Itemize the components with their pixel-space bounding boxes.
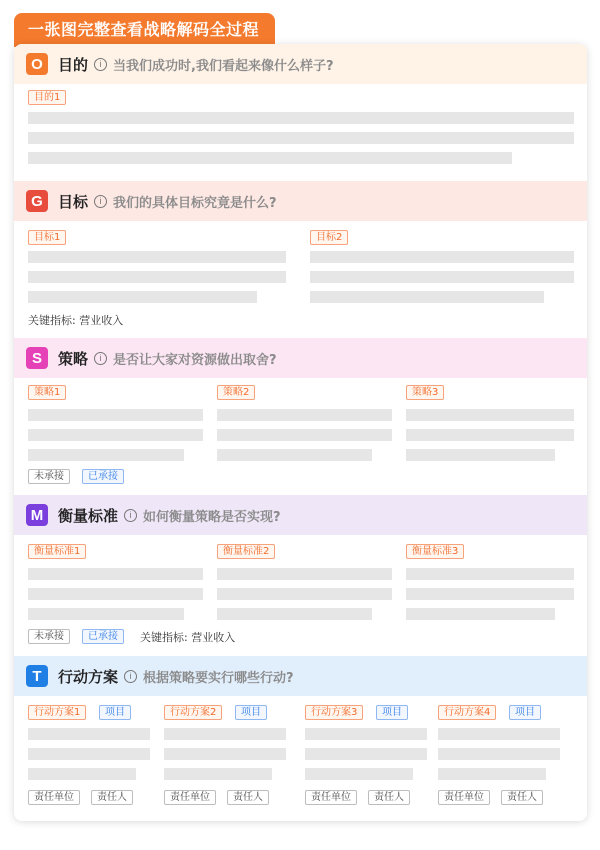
section-m-title: 衡量标准 (58, 506, 119, 525)
tag-metric-3[interactable]: 衡量标准3 (406, 544, 464, 559)
tag-action-1[interactable]: 行动方案1 (28, 705, 86, 720)
placeholder-line (310, 251, 574, 263)
section-m-header (14, 495, 587, 535)
tag-project[interactable]: 项目 (509, 705, 541, 720)
section-g-question: 我们的具体目标究竟是什么? (113, 195, 277, 211)
placeholder-line (217, 449, 372, 461)
placeholder-line (28, 132, 574, 144)
section-s-header (14, 338, 587, 378)
placeholder-line (217, 409, 392, 421)
placeholder-line (406, 568, 574, 580)
status-unassigned[interactable]: 未承接 (28, 469, 70, 484)
tag-owner-person[interactable]: 责任人 (368, 790, 410, 805)
info-icon[interactable]: i (124, 509, 137, 522)
placeholder-line (217, 568, 392, 580)
placeholder-line (164, 728, 286, 740)
section-t-question: 根据策略要实行哪些行动? (143, 670, 294, 686)
section-t-header (14, 656, 587, 696)
placeholder-line (406, 429, 574, 441)
tag-action-4[interactable]: 行动方案4 (438, 705, 496, 720)
tag-action-3[interactable]: 行动方案3 (305, 705, 363, 720)
section-g-header (14, 181, 587, 221)
placeholder-line (438, 768, 546, 780)
placeholder-line (28, 112, 574, 124)
section-m-question: 如何衡量策略是否实现? (143, 509, 281, 525)
status-assigned[interactable]: 已承接 (82, 469, 124, 484)
placeholder-line (310, 271, 574, 283)
placeholder-line (406, 449, 555, 461)
section-g-title: 目标 (58, 192, 89, 211)
letter-t-badge: T (26, 665, 48, 687)
section-t-title: 行动方案 (58, 667, 119, 686)
status-unassigned[interactable]: 未承接 (28, 629, 70, 644)
tag-owner-unit[interactable]: 责任单位 (438, 790, 490, 805)
tag-strategy-3[interactable]: 策略3 (406, 385, 444, 400)
page-title-tab (14, 13, 275, 47)
tag-goal-2[interactable]: 目标2 (310, 230, 348, 245)
placeholder-line (28, 152, 512, 164)
placeholder-line (28, 748, 150, 760)
placeholder-line (164, 748, 286, 760)
info-icon[interactable]: i (94, 58, 107, 71)
section-s-question: 是否让大家对资源做出取舍? (113, 352, 277, 368)
letter-o-badge: O (26, 53, 48, 75)
info-icon[interactable]: i (94, 352, 107, 365)
section-s-title: 策略 (58, 349, 89, 368)
tag-project[interactable]: 项目 (235, 705, 267, 720)
placeholder-line (217, 608, 372, 620)
placeholder-line (305, 768, 413, 780)
placeholder-line (217, 429, 392, 441)
placeholder-line (28, 728, 150, 740)
tag-metric-2[interactable]: 衡量标准2 (217, 544, 275, 559)
placeholder-line (28, 429, 203, 441)
tag-owner-person[interactable]: 责任人 (227, 790, 269, 805)
placeholder-line (28, 568, 203, 580)
info-icon[interactable]: i (124, 670, 137, 683)
info-icon[interactable]: i (94, 195, 107, 208)
kpi-text: 关键指标: 营业收入 (140, 631, 236, 644)
placeholder-line (310, 291, 544, 303)
tag-project[interactable]: 项目 (99, 705, 131, 720)
letter-s-badge: S (26, 347, 48, 369)
placeholder-line (406, 409, 574, 421)
letter-g-badge: G (26, 190, 48, 212)
section-o-question: 当我们成功时,我们看起来像什么样子? (113, 58, 334, 74)
placeholder-line (438, 728, 560, 740)
tag-project[interactable]: 项目 (376, 705, 408, 720)
placeholder-line (28, 271, 286, 283)
placeholder-line (406, 608, 555, 620)
tag-owner-person[interactable]: 责任人 (501, 790, 543, 805)
tag-metric-1[interactable]: 衡量标准1 (28, 544, 86, 559)
tag-goal-1[interactable]: 目标1 (28, 230, 66, 245)
strategy-card (14, 44, 587, 821)
page-title: 一张图完整查看战略解码全过程 (28, 20, 260, 39)
placeholder-line (28, 608, 184, 620)
tag-owner-unit[interactable]: 责任单位 (305, 790, 357, 805)
placeholder-line (305, 728, 427, 740)
tag-owner-unit[interactable]: 责任单位 (164, 790, 216, 805)
placeholder-line (28, 449, 184, 461)
tag-action-2[interactable]: 行动方案2 (164, 705, 222, 720)
tag-owner-unit[interactable]: 责任单位 (28, 790, 80, 805)
placeholder-line (28, 588, 203, 600)
placeholder-line (217, 588, 392, 600)
kpi-text: 关键指标: 营业收入 (28, 314, 124, 327)
tag-owner-person[interactable]: 责任人 (91, 790, 133, 805)
section-o-header (14, 44, 587, 84)
placeholder-line (438, 748, 560, 760)
placeholder-line (305, 748, 427, 760)
placeholder-line (28, 251, 286, 263)
placeholder-line (28, 409, 203, 421)
section-o-title: 目的 (58, 55, 89, 74)
placeholder-line (164, 768, 272, 780)
tag-strategy-2[interactable]: 策略2 (217, 385, 255, 400)
placeholder-line (28, 291, 257, 303)
letter-m-badge: M (26, 504, 48, 526)
tag-strategy-1[interactable]: 策略1 (28, 385, 66, 400)
status-assigned[interactable]: 已承接 (82, 629, 124, 644)
placeholder-line (406, 588, 574, 600)
tag-purpose-1[interactable]: 目的1 (28, 90, 66, 105)
placeholder-line (28, 768, 136, 780)
